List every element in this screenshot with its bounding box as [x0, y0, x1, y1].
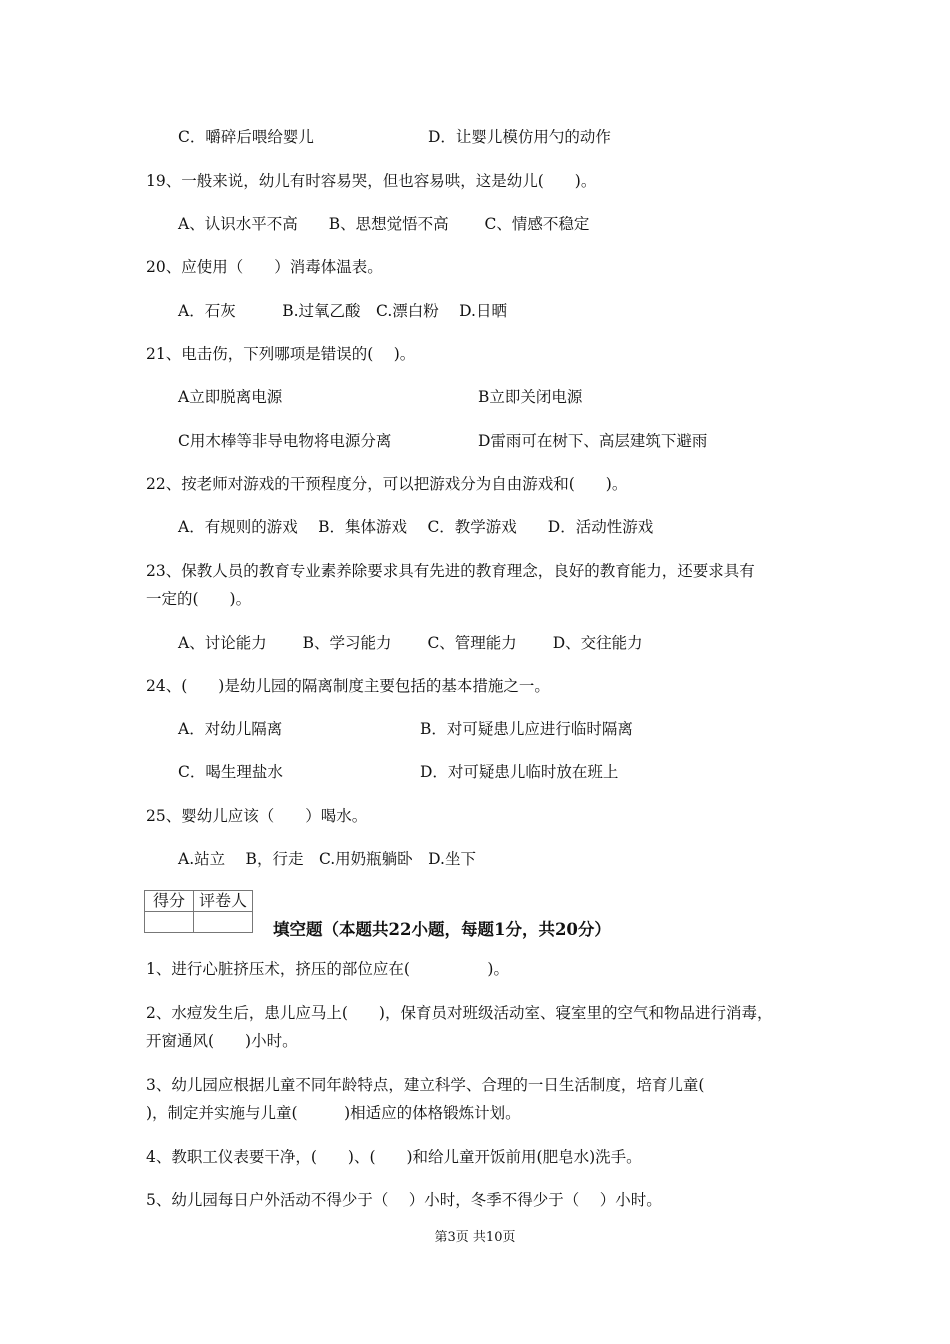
q23-stem-line2: 一定的( )。 [146, 590, 252, 608]
q19-stem: 19、一般来说，幼儿有时容易哭，但也容易哄，这是幼儿( )。 [146, 172, 597, 190]
q20-options: A．石灰 B.过氧乙酸 C.漂白粉 D.日晒 [178, 302, 507, 320]
fill-q2-line1: 2、水痘发生后，患儿应马上( )，保育员对班级活动室、寝室里的空气和物品进行消毒， [146, 1004, 773, 1022]
q19-options: A、认识水平不高 B、思想觉悟不高 C、情感不稳定 [178, 215, 590, 233]
grader-label: 评卷人 [194, 891, 253, 912]
q23-stem-line1: 23、保教人员的教育专业素养除要求具有先进的教育理念，良好的教育能力，还要求具有 [146, 562, 755, 580]
q18-option-c: C．嚼碎后喂给婴儿 [178, 128, 314, 146]
q21-option-b: B立即关闭电源 [478, 388, 583, 406]
fill-q1: 1、进行心脏挤压术，挤压的部位应在( )。 [146, 960, 509, 978]
q24-option-c: C．喝生理盐水 [178, 763, 283, 781]
q21-stem: 21、电击伤，下列哪项是错误的( )。 [146, 345, 416, 363]
q21-option-a: A立即脱离电源 [178, 388, 283, 406]
fill-q4: 4、教职工仪表要干净，( )、( )和给儿童开饭前用(肥皂水)洗手。 [146, 1148, 642, 1166]
q24-option-b: B．对可疑患儿应进行临时隔离 [420, 720, 633, 738]
q23-options: A、讨论能力 B、学习能力 C、管理能力 D、交往能力 [178, 634, 643, 652]
fill-q5: 5、幼儿园每日户外活动不得少于（ ）小时，冬季不得少于（ ）小时。 [146, 1191, 662, 1209]
q22-stem: 22、按老师对游戏的干预程度分，可以把游戏分为自由游戏和( )。 [146, 475, 628, 493]
q21-option-c: C用木棒等非导电物将电源分离 [178, 432, 392, 450]
q25-options: A.站立 B，行走 C.用奶瓶躺卧 D.坐下 [178, 850, 476, 868]
q20-stem: 20、应使用（ ）消毒体温表。 [146, 258, 383, 276]
q18-option-d: D．让婴儿模仿用勺的动作 [428, 128, 611, 146]
q24-stem: 24、( )是幼儿园的隔离制度主要包括的基本措施之一。 [146, 677, 550, 695]
q24-option-d: D．对可疑患儿临时放在班上 [420, 763, 619, 781]
score-table [144, 890, 253, 933]
q25-stem: 25、婴幼儿应该（ ）喝水。 [146, 807, 368, 825]
fill-q3-line2: )，制定并实施与儿童( )相适应的体格锻炼计划。 [146, 1104, 521, 1122]
grader-cell [194, 912, 253, 933]
page-footer: 第3页 共10页 [434, 1230, 516, 1245]
section-title: 填空题（本题共22小题，每题1分，共20分） [273, 920, 611, 939]
score-label: 得分 [145, 891, 194, 912]
q24-option-a: A．对幼儿隔离 [178, 720, 283, 738]
fill-q2-line2: 开窗通风( )小时。 [146, 1032, 298, 1050]
q21-option-d: D雷雨可在树下、高层建筑下避雨 [478, 432, 708, 450]
q22-options: A．有规则的游戏 B．集体游戏 C．教学游戏 D．活动性游戏 [178, 518, 654, 536]
score-cell [145, 912, 194, 933]
fill-q3-line1: 3、幼儿园应根据儿童不同年龄特点，建立科学、合理的一日生活制度，培育儿童( [146, 1076, 705, 1094]
